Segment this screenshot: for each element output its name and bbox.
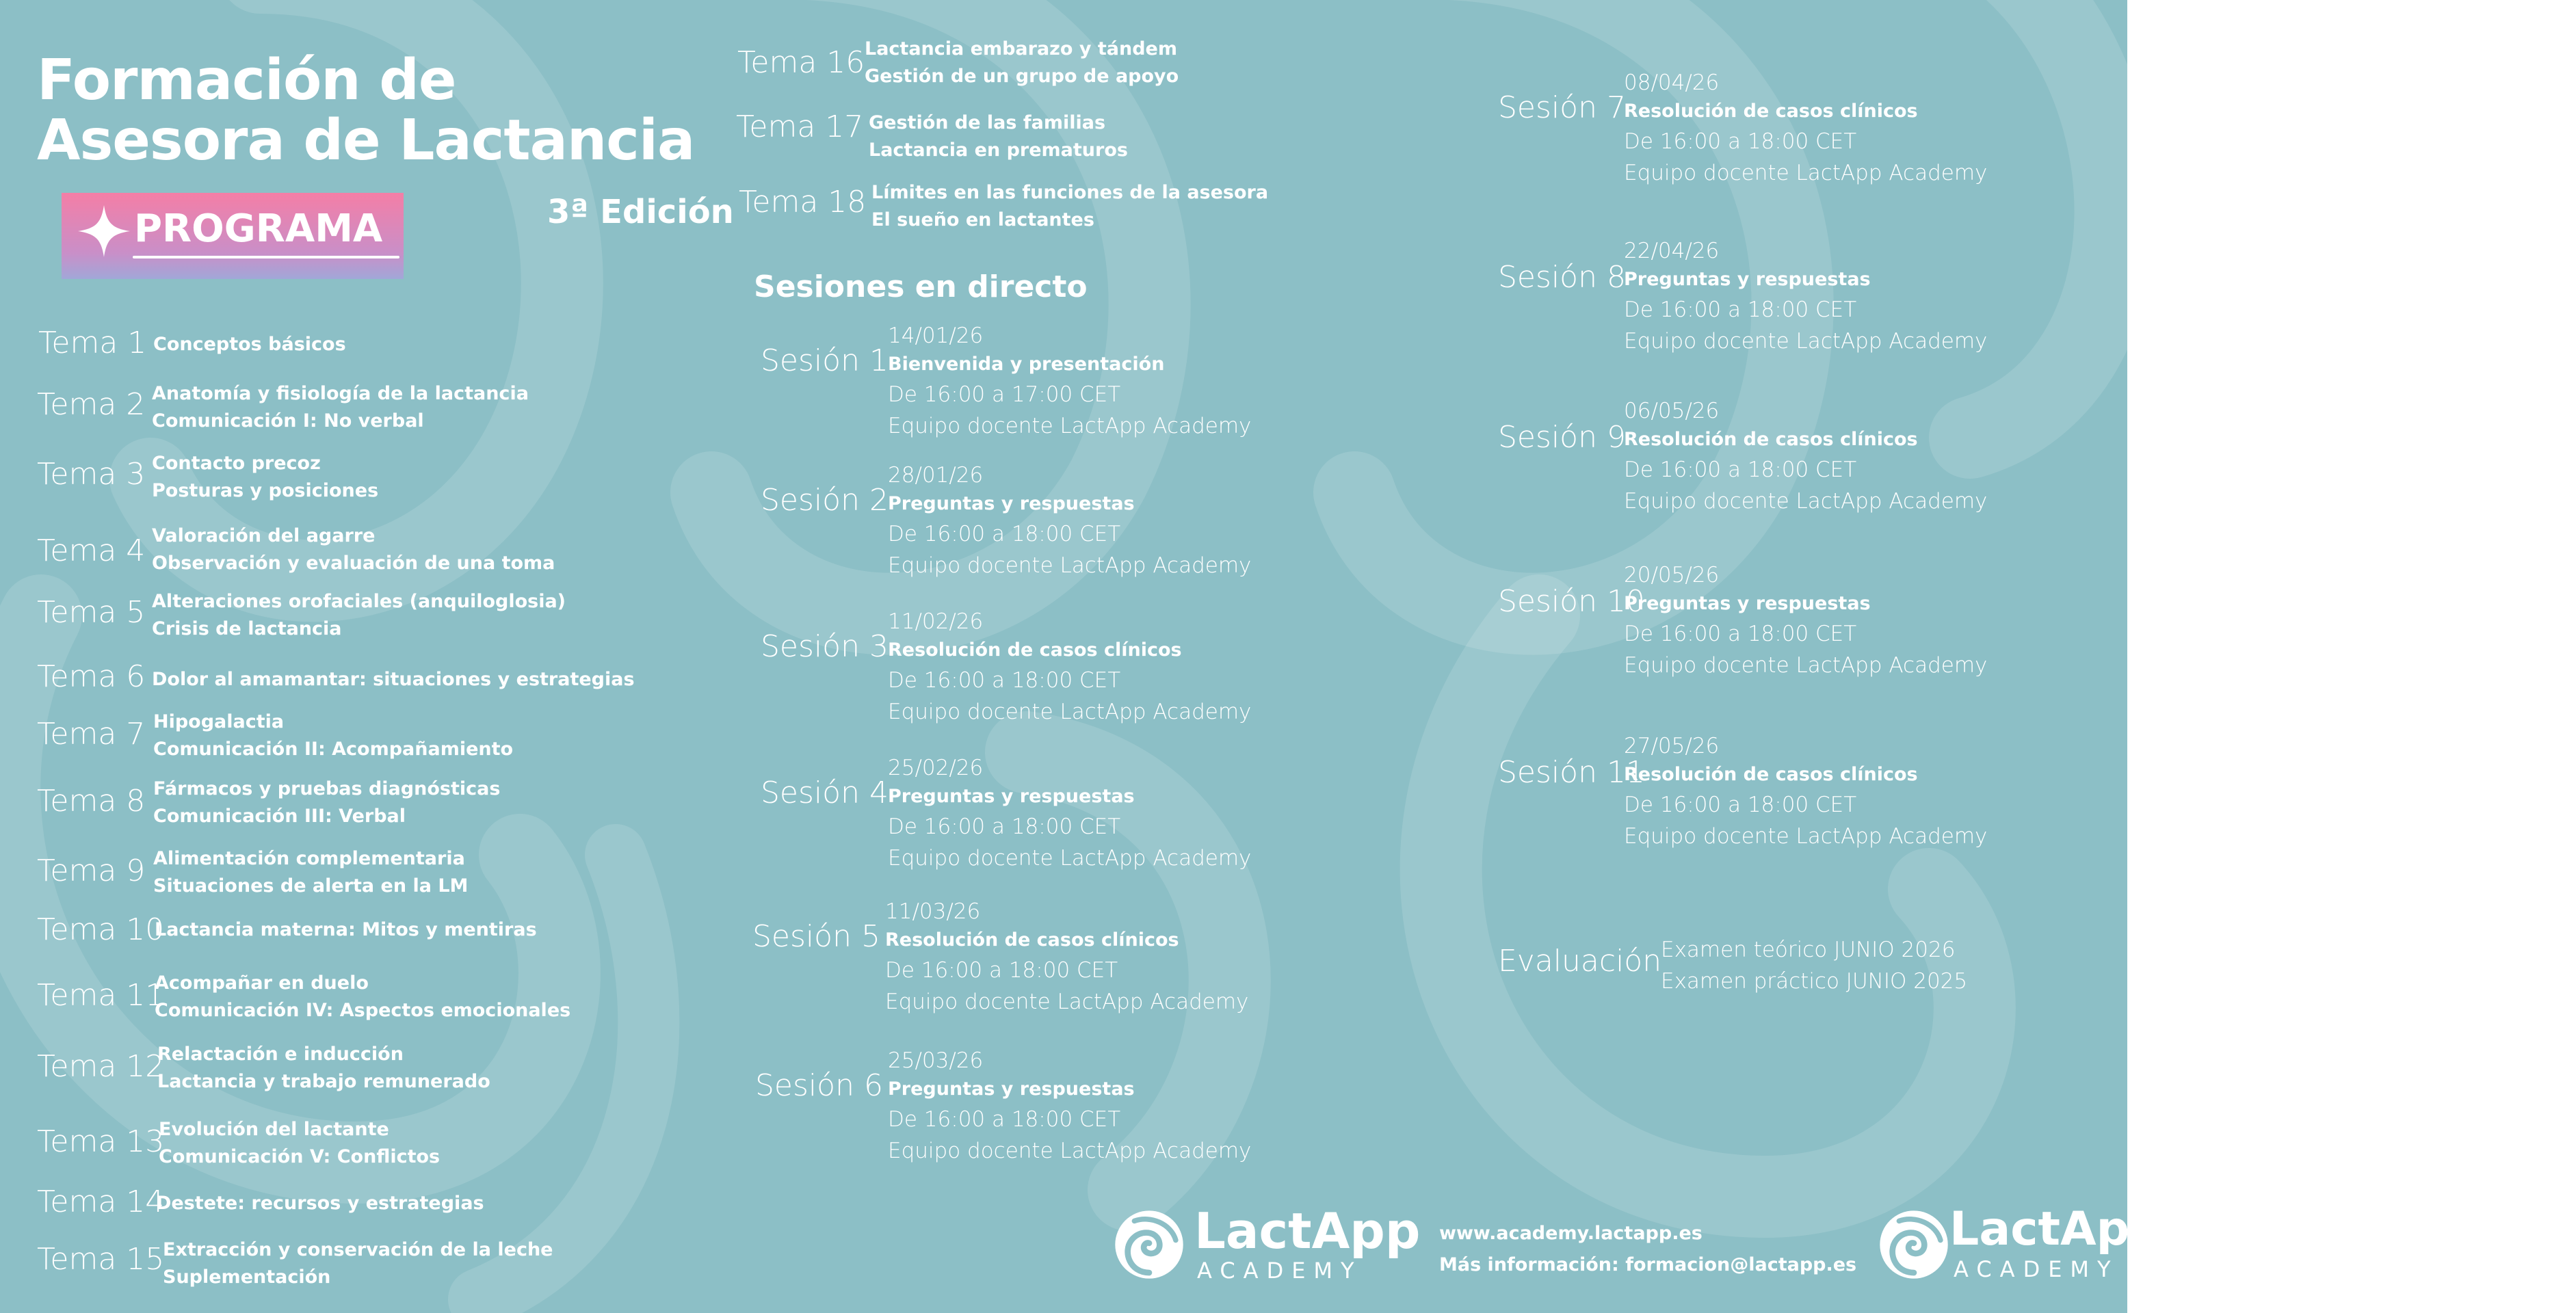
sesion-8-team: Equipo docente LactApp Academy bbox=[1624, 329, 1988, 354]
tema-8-line-2: Comunicación III: Verbal bbox=[153, 806, 406, 827]
evaluacion-line-2: Examen práctico JUNIO 2025 bbox=[1661, 969, 1968, 994]
programa-label: PROGRAMA bbox=[134, 207, 383, 251]
sesion-8-time: De 16:00 a 18:00 CET bbox=[1624, 297, 1857, 322]
tema-13-label: Tema 13 bbox=[37, 1124, 165, 1159]
tema-12-line-1: Relactación e inducción bbox=[157, 1044, 404, 1065]
tema-12-line-2: Lactancia y trabajo remunerado bbox=[157, 1071, 490, 1092]
sesion-10-title: Preguntas y respuestas bbox=[1624, 593, 1871, 614]
tema-6-label: Tema 6 bbox=[37, 659, 146, 694]
sesion-4-date: 25/02/26 bbox=[888, 756, 984, 780]
sesion-6-team: Equipo docente LactApp Academy bbox=[888, 1139, 1252, 1163]
sesion-8-title: Preguntas y respuestas bbox=[1624, 269, 1871, 290]
sesion-8-date: 22/04/26 bbox=[1624, 239, 1720, 263]
sesion-9-label: Sesión 9 bbox=[1498, 420, 1626, 455]
sesion-5-time: De 16:00 a 18:00 CET bbox=[885, 958, 1118, 983]
programa-badge bbox=[62, 193, 404, 279]
tema-13-line-1: Evolución del lactante bbox=[159, 1119, 389, 1140]
website-text: www.academy.lactapp.es bbox=[1439, 1223, 1703, 1244]
lactapp-swirl-logo-icon-right bbox=[1877, 1208, 1951, 1282]
sesion-1-label: Sesión 1 bbox=[761, 343, 889, 378]
sesion-11-time: De 16:00 a 18:00 CET bbox=[1624, 793, 1857, 817]
sesion-2-time: De 16:00 a 18:00 CET bbox=[888, 522, 1121, 546]
tema-9-line-2: Situaciones de alerta en la LM bbox=[153, 875, 469, 897]
sesion-9-title: Resolución de casos clínicos bbox=[1624, 429, 1918, 450]
sesion-11-label: Sesión 11 bbox=[1498, 755, 1645, 790]
sesion-7-date: 08/04/26 bbox=[1624, 70, 1720, 95]
sesion-1-team: Equipo docente LactApp Academy bbox=[888, 414, 1252, 438]
tema-6-line-1: Dolor al amamantar: situaciones y estrategias bbox=[152, 669, 635, 690]
sesion-2-date: 28/01/26 bbox=[888, 463, 984, 488]
sesion-11-team: Equipo docente LactApp Academy bbox=[1624, 824, 1988, 849]
sparkle-star-icon bbox=[75, 202, 133, 260]
sesion-9-time: De 16:00 a 18:00 CET bbox=[1624, 457, 1857, 482]
edition-label: 3ª Edición bbox=[547, 193, 734, 231]
tema-2-line-2: Comunicación I: No verbal bbox=[152, 410, 424, 432]
tema-18-label: Tema 18 bbox=[739, 185, 867, 220]
tema-5-label: Tema 5 bbox=[37, 595, 146, 630]
tema-8-label: Tema 8 bbox=[37, 784, 146, 819]
tema-9-line-1: Alimentación complementaria bbox=[153, 848, 465, 869]
evaluacion-label: Evaluación bbox=[1498, 944, 1662, 979]
sesion-7-title: Resolución de casos clínicos bbox=[1624, 101, 1918, 122]
tema-13-line-2: Comunicación V: Conflictos bbox=[159, 1146, 441, 1167]
logo-wordmark-right: LactApp bbox=[1949, 1202, 2164, 1256]
tema-15-line-1: Extracción y conservación de la leche bbox=[163, 1239, 553, 1260]
tema-3-line-2: Posturas y posiciones bbox=[152, 480, 379, 501]
sesion-5-label: Sesión 5 bbox=[752, 919, 880, 954]
tema-12-label: Tema 12 bbox=[37, 1049, 165, 1084]
tema-4-line-1: Valoración del agarre bbox=[152, 525, 376, 546]
tema-1-line-1: Conceptos básicos bbox=[153, 334, 346, 355]
sesion-1-time: De 16:00 a 17:00 CET bbox=[888, 382, 1121, 407]
sesion-10-label: Sesión 10 bbox=[1498, 584, 1645, 619]
sesion-11-date: 27/05/26 bbox=[1624, 734, 1720, 758]
tema-11-line-1: Acompañar en duelo bbox=[155, 972, 369, 994]
tema-16-line-2: Gestión de un grupo de apoyo bbox=[865, 66, 1179, 87]
tema-8-line-1: Fármacos y pruebas diagnósticas bbox=[153, 778, 501, 799]
sesion-2-title: Preguntas y respuestas bbox=[888, 493, 1135, 514]
sesion-7-team: Equipo docente LactApp Academy bbox=[1624, 161, 1988, 185]
sesion-4-time: De 16:00 a 18:00 CET bbox=[888, 814, 1121, 839]
tema-15-label: Tema 15 bbox=[37, 1242, 165, 1277]
sesion-11-title: Resolución de casos clínicos bbox=[1624, 764, 1918, 785]
sesion-1-date: 14/01/26 bbox=[888, 323, 984, 348]
sesion-4-team: Equipo docente LactApp Academy bbox=[888, 846, 1252, 871]
tema-3-label: Tema 3 bbox=[37, 457, 146, 492]
lactapp-swirl-logo-icon bbox=[1112, 1208, 1186, 1282]
page-title-line-1: Formación de bbox=[37, 48, 456, 113]
sesion-4-title: Preguntas y respuestas bbox=[888, 786, 1135, 807]
sesion-6-label: Sesión 6 bbox=[755, 1068, 883, 1103]
sesion-3-team: Equipo docente LactApp Academy bbox=[888, 700, 1252, 724]
tema-7-label: Tema 7 bbox=[37, 717, 146, 752]
tema-1-label: Tema 1 bbox=[38, 326, 147, 360]
tema-5-line-1: Alteraciones orofaciales (anquiloglosia) bbox=[152, 591, 566, 612]
sesion-10-time: De 16:00 a 18:00 CET bbox=[1624, 622, 1857, 646]
tema-17-line-2: Lactancia en prematuros bbox=[869, 140, 1128, 161]
sesion-1-title: Bienvenida y presentación bbox=[888, 354, 1165, 375]
tema-14-line-1: Destete: recursos y estrategias bbox=[156, 1193, 484, 1214]
page-title-line-2: Asesora de Lactancia bbox=[37, 108, 695, 173]
sesion-2-team: Equipo docente LactApp Academy bbox=[888, 553, 1252, 578]
sesion-7-time: De 16:00 a 18:00 CET bbox=[1624, 129, 1857, 154]
tema-11-line-2: Comunicación IV: Aspectos emocionales bbox=[155, 1000, 571, 1021]
sesion-7-label: Sesión 7 bbox=[1498, 90, 1626, 125]
logo-subtitle: ACADEMY bbox=[1197, 1258, 1363, 1284]
sesion-10-team: Equipo docente LactApp Academy bbox=[1624, 653, 1988, 678]
tema-18-line-2: El sueño en lactantes bbox=[871, 209, 1094, 230]
evaluacion-line-1: Examen teórico JUNIO 2026 bbox=[1661, 938, 1956, 962]
sesion-3-time: De 16:00 a 18:00 CET bbox=[888, 668, 1121, 693]
tema-16-label: Tema 16 bbox=[737, 45, 865, 80]
sesion-6-date: 25/03/26 bbox=[888, 1048, 984, 1073]
tema-9-label: Tema 9 bbox=[37, 853, 146, 888]
logo-subtitle-right: ACADEMY bbox=[1954, 1256, 2119, 1282]
sesion-5-date: 11/03/26 bbox=[885, 899, 981, 924]
tema-2-label: Tema 2 bbox=[37, 387, 146, 422]
sesion-4-label: Sesión 4 bbox=[761, 775, 889, 810]
sesion-8-label: Sesión 8 bbox=[1498, 260, 1626, 295]
tema-17-label: Tema 17 bbox=[736, 109, 864, 144]
programa-underline bbox=[133, 256, 399, 258]
sesion-9-date: 06/05/26 bbox=[1624, 399, 1720, 423]
tema-11-label: Tema 11 bbox=[37, 978, 165, 1013]
sesion-2-label: Sesión 2 bbox=[761, 483, 889, 518]
sesiones-heading: Sesiones en directo bbox=[754, 269, 1088, 304]
tema-5-line-2: Crisis de lactancia bbox=[152, 618, 342, 639]
logo-wordmark: LactApp bbox=[1194, 1202, 1421, 1260]
tema-15-line-2: Suplementación bbox=[163, 1266, 331, 1288]
info-email-text: Más información: formacion@lactapp.es bbox=[1439, 1254, 1857, 1275]
tema-3-line-1: Contacto precoz bbox=[152, 453, 321, 474]
tema-16-line-1: Lactancia embarazo y tándem bbox=[865, 38, 1177, 59]
sesion-6-time: De 16:00 a 18:00 CET bbox=[888, 1107, 1121, 1132]
sesion-10-date: 20/05/26 bbox=[1624, 563, 1720, 587]
sesion-3-date: 11/02/26 bbox=[888, 609, 984, 634]
tema-4-label: Tema 4 bbox=[37, 533, 146, 568]
tema-17-line-1: Gestión de las familias bbox=[869, 112, 1106, 133]
tema-18-line-1: Límites en las funciones de la asesora bbox=[871, 182, 1269, 203]
tema-7-line-1: Hipogalactia bbox=[153, 711, 285, 732]
tema-4-line-2: Observación y evaluación de una toma bbox=[152, 553, 555, 574]
tema-14-label: Tema 14 bbox=[37, 1184, 165, 1219]
tema-10-line-1: Lactancia materna: Mitos y mentiras bbox=[155, 919, 537, 940]
sesion-9-team: Equipo docente LactApp Academy bbox=[1624, 489, 1988, 514]
tema-7-line-2: Comunicación II: Acompañamiento bbox=[153, 739, 514, 760]
tema-10-label: Tema 10 bbox=[37, 912, 165, 947]
sesion-5-title: Resolución de casos clínicos bbox=[885, 929, 1179, 951]
sesion-3-label: Sesión 3 bbox=[761, 629, 889, 664]
sesion-6-title: Preguntas y respuestas bbox=[888, 1078, 1135, 1100]
tema-2-line-1: Anatomía y fisiología de la lactancia bbox=[152, 383, 529, 404]
sesion-5-team: Equipo docente LactApp Academy bbox=[885, 990, 1249, 1014]
sesion-3-title: Resolución de casos clínicos bbox=[888, 639, 1182, 661]
